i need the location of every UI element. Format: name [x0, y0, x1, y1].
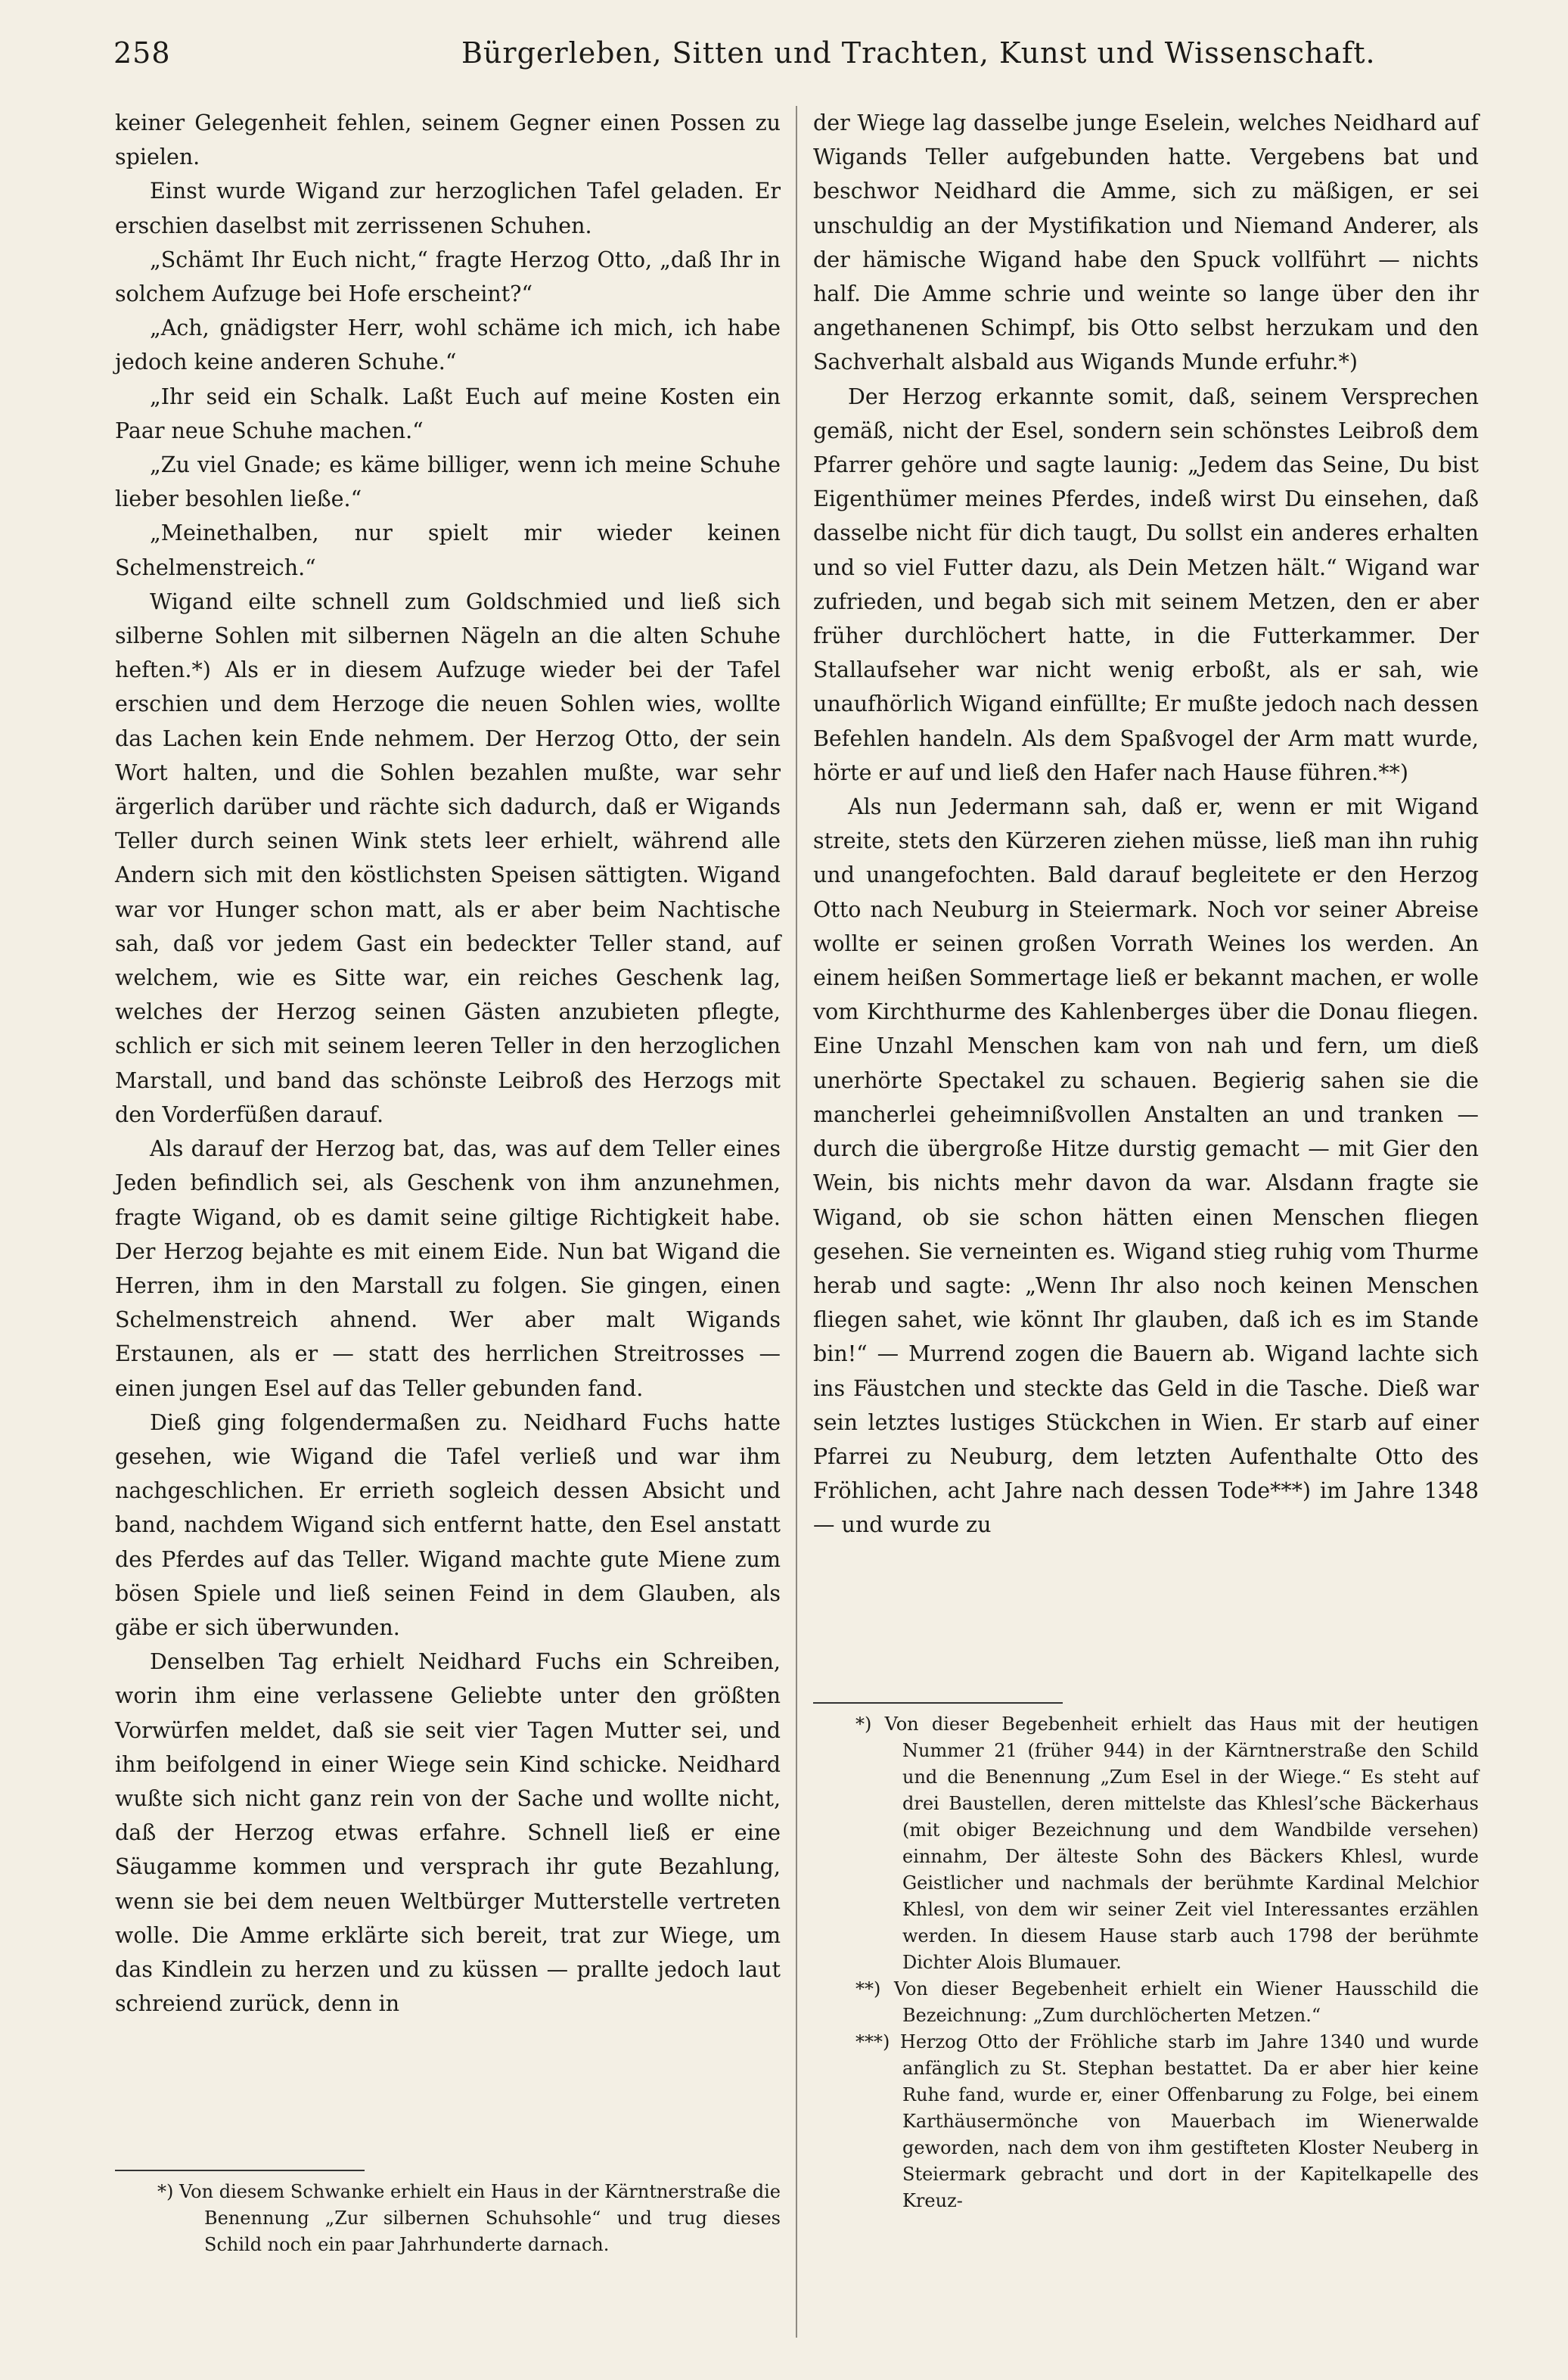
page-header: [113, 36, 1475, 89]
footnote: *) Von dieser Begebenheit erhielt das Haus mit der heutigen Nummer 21 (früher 944) in der Kärntnerstraße den Schild und die Benennung „Zum Esel in der Wiege.“ Es steht auf drei Baustellen, deren mittelste das Khlesl’sche Bäckerhaus (mit obiger Bezeichnung und dem Wandbilde versehen) einnahm, Der älteste Sohn des Bäckers Khlesl, wurde Geistlicher und nachmals der berühmte Kardinal Melchior Khlesl, von dem wir seiner Zeit viel Interessantes erzählen werden. In diesem Hause starb auch 1798 der berühmte Dichter Alois Blumauer.: [855, 1714, 1479, 1973]
paragraph: keiner Gelegenheit fehlen, seinem Gegner einen Possen zu spielen.: [115, 110, 781, 170]
footnote: *) Von diesem Schwanke erhielt ein Haus in der Kärntnerstraße die Benennung „Zur silbernen Schuhsohle“ und trug dieses Schild noch ein paar Jahrhunderte darnach.: [157, 2181, 781, 2255]
paragraph: „Zu viel Gnade; es käme billiger, wenn ich meine Schuhe lieber besohlen ließe.“: [115, 452, 781, 512]
paragraph: „Schämt Ihr Euch nicht,“ fragte Herzog Otto, „daß Ihr in solchem Aufzuge bei Hofe erscheint?“: [115, 247, 781, 307]
paragraph: Einst wurde Wigand zur herzoglichen Tafel geladen. Er erschien daselbst mit zerrissenen Schuhen.: [115, 179, 781, 238]
paragraph: der Wiege lag dasselbe junge Eselein, welches Neidhard auf Wigands Teller aufgebunden hatte. Vergebens bat und beschwor Neidhard die Amme, sich zu mäßigen, er sei unschuldig an der Mystifikation und Niemand Anderer, als der hämische Wigand habe den Spuck vollführt — nichts half. Die Amme schrie und weinte so lange über den ihr angethanenen Schimpf, bis Otto selbst herzukam und den Sachverhalt alsbald aus Wigands Munde erfuhr.*): [813, 110, 1479, 375]
footnote: ***) Herzog Otto der Fröhliche starb im Jahre 1340 und wurde anfänglich zu St. Stephan bestattet. Da er aber hier keine Ruhe fand, wurde er, einer Offenbarung zu Folge, bei einem Karthäusermönche von Mauerbach im Wienerwalde geworden, nach dem von ihm gestifteten Kloster Neuberg in Steiermark gebracht und dort in der Kapitelkapelle des Kreuz-: [855, 2031, 1479, 2211]
paragraph: „Ihr seid ein Schalk. Laßt Euch auf meine Kosten ein Paar neue Schuhe machen.“: [115, 384, 781, 443]
paragraph: „Ach, gnädigster Herr, wohl schäme ich mich, ich habe jedoch keine anderen Schuhe.“: [115, 315, 781, 375]
paragraph: „Meinethalben, nur spielt mir wieder keinen Schelmenstreich.“: [115, 520, 781, 580]
paragraph: Als nun Jedermann sah, daß er, wenn er mit Wigand streite, stets den Kürzeren ziehen müsse, ließ man ihn ruhig und unangefochten. Bald darauf begleitete er den Herzog Otto nach Neuburg in Steiermark. Noch vor seiner Abreise wollte er seinen großen Vorrath Weines los werden. An einem heißen Sommertage ließ er bekannt machen, er wolle vom Kirchthurme des Kahlenberges über die Donau fliegen. Eine Unzahl Menschen kam von nah und fern, um dieß unerhörte Spectakel zu schauen. Begierig sahen sie die mancherlei geheimnißvollen Anstalten an und tranken — durch die übergroße Hitze durstig gemacht — mit Gier den Wein, bis nichts mehr davon da war. Alsdann fragte sie Wigand, ob sie schon hätten einen Menschen fliegen gesehen. Sie verneinten es. Wigand stieg ruhig vom Thurme herab und sagte: „Wenn Ihr also noch keinen Menschen fliegen sahet, wie könnt Ihr glauben, daß ich es im Stande bin!“ — Murrend zogen die Bauern ab. Wigand lachte sich ins Fäustchen und steckte das Geld in die Tasche. Dieß war sein letztes lustiges Stückchen in Wien. Er starb auf einer Pfarrei zu Neuburg, dem letzten Aufenthalte Otto des Fröhlichen, acht Jahre nach dessen Tode***) im Jahre 1348 — und wurde zu: [813, 794, 1479, 1538]
paragraph: Wigand eilte schnell zum Goldschmied und ließ sich silberne Sohlen mit silbernen Nägeln an die alten Schuhe heften.*) Als er in diesem Aufzuge wieder bei der Tafel erschien und dem Herzoge die neuen Sohlen wies, wollte das Lachen kein Ende nehmem. Der Herzog Otto, der sein Wort halten, und die Sohlen bezahlen mußte, war sehr ärgerlich darüber und rächte sich dadurch, daß er Wigands Teller durch seinen Wink stets leer erhielt, während alle Andern sich mit den köstlichsten Speisen sättigten. Wigand war vor Hunger schon matt, als er aber beim Nachtische sah, daß vor jedem Gast ein bedeckter Teller stand, auf welchem, wie es Sitte war, ein reiches Geschenk lag, welches der Herzog seinen Gästen anzubieten pflegte, schlich er sich mit seinem leeren Teller in den herzoglichen Marstall, und band das schönste Leibroß des Herzogs mit den Vorderfüßen darauf.: [115, 589, 781, 1127]
footnote: **) Von dieser Begebenheit erhielt ein Wiener Hausschild die Bezeichnung: „Zum durchlöcherten Metzen.“: [855, 1978, 1479, 2026]
footnote-rule: [813, 1702, 1063, 1704]
left-column: [115, 106, 781, 2021]
paragraph: Der Herzog erkannte somit, daß, seinem Versprechen gemäß, nicht der Esel, sondern sein schönstes Leibroß dem Pfarrer gehöre und sagte launig: „Jedem das Seine, Du bist Eigenthümer meines Pferdes, indeß wirst Du einsehen, daß dasselbe nicht für dich taugt, Du sollst ein anderes erhalten und so viel Futter dazu, als Dein Metzen hält.“ Wigand war zufrieden, und begab sich mit seinem Metzen, den er aber früher durchlöchert hatte, in die Futterkammer. Der Stallaufseher war nicht wenig erboßt, als er sah, wie unaufhörlich Wigand einfüllte; Er mußte jedoch nach dessen Befehlen handeln. Als dem Spaßvogel der Arm matt wurde, hörte er auf und ließ den Hafer nach Hause führen.**): [813, 384, 1479, 785]
page-number: 258: [113, 36, 171, 70]
footnotes-left: [115, 2179, 781, 2258]
running-title: Bürgerleben, Sitten und Trachten, Kunst und Wissenschaft.: [461, 36, 1376, 70]
paragraph: Als darauf der Herzog bat, das, was auf dem Teller eines Jeden befindlich sei, als Geschenk von ihm anzunehmen, fragte Wigand, ob es damit seine giltige Richtigkeit habe. Der Herzog bejahte es mit einem Eide. Nun bat Wigand die Herren, ihm in den Marstall zu folgen. Sie gingen, einen Schelmenstreich ahnend. Wer aber malt Wigands Erstaunen, als er — statt des herrlichen Streitrosses — einen jungen Esel auf das Teller gebunden fand.: [115, 1136, 781, 1401]
footnotes-right: [813, 1711, 1479, 2214]
column-divider: [796, 106, 797, 2338]
paragraph: Dieß ging folgendermaßen zu. Neidhard Fuchs hatte gesehen, wie Wigand die Tafel verließ und war ihm nachgeschlichen. Er errieth sogleich dessen Absicht und band, nachdem Wigand sich entfernt hatte, den Esel anstatt des Pferdes auf das Teller. Wigand machte gute Miene zum bösen Spiele und ließ seinen Feind in dem Glauben, als gäbe er sich überwunden.: [115, 1409, 781, 1640]
right-column: [813, 106, 1479, 1543]
footnote-rule: [115, 2170, 365, 2171]
paragraph: Denselben Tag erhielt Neidhard Fuchs ein Schreiben, worin ihm eine verlassene Geliebte unter den größten Vorwürfen meldet, daß sie seit vier Tagen Mutter sei, und ihm beifolgend in einer Wiege sein Kind schicke. Neidhard wußte sich nicht ganz rein von der Sache und wollte nicht, daß der Herzog etwas erfahre. Schnell ließ er eine Säugamme kommen und versprach ihr gute Bezahlung, wenn sie bei dem neuen Weltbürger Mutterstelle vertreten wolle. Die Amme erklärte sich bereit, trat zur Wiege, um das Kindlein zu herzen und zu küssen — prallte jedoch laut schreiend zurück, denn in: [115, 1649, 781, 2017]
